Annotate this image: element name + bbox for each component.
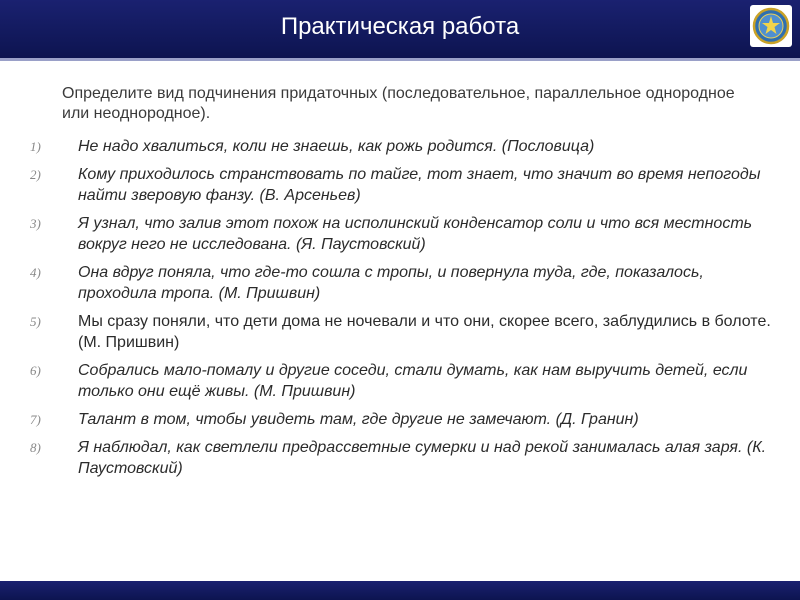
item-text: Она вдруг поняла, что где-то сошла с тропы, и повернула туда, где, показалось, проходила тропа. (М. Пришвин) — [78, 264, 704, 302]
item-number: 1) — [30, 139, 41, 154]
list-item — [30, 409, 780, 430]
emblem-graphic — [750, 5, 792, 47]
item-text: Мы сразу поняли, что дети дома не ночевали и что они, скорее всего, заблудились в болоте. (М. Пришвин) — [78, 313, 771, 351]
slide-title: Практическая работа — [280, 13, 520, 40]
list-item — [30, 437, 780, 479]
item-text: Я узнал, что залив этот похож на исполинский конденсатор соли и что вся местность вокруг него не исследована. (Я. Паустовский) — [78, 215, 753, 253]
item-number: 7) — [30, 412, 41, 427]
list-item — [30, 213, 780, 255]
item-number: 8) — [30, 440, 41, 455]
footer-bar — [0, 581, 800, 600]
emblem-icon — [750, 5, 792, 47]
item-text: Не надо хвалиться, коли не знаешь, как рожь родится. (Пословица) — [78, 138, 595, 155]
task-instruction-text: Определите вид подчинения придаточных (последовательное, параллельное однородное или неоднородное). — [62, 85, 735, 122]
sentence-list — [30, 136, 780, 486]
item-text: Собрались мало-помалу и другие соседи, стали думать, как нам выручить детей, если только они ещё живы. (М. Пришвин) — [78, 362, 748, 400]
item-text: Кому приходилось странствовать по тайге, тот знает, что значит во время непогоды найти зверовую фанзу. (В. Арсеньев) — [78, 166, 761, 204]
list-item — [30, 311, 780, 353]
item-number: 6) — [30, 363, 41, 378]
list-item — [30, 164, 780, 206]
header-bar — [0, 0, 800, 61]
item-text: Я наблюдал, как светлели предрассветные сумерки и над рекой занималась алая заря. (К. Паустовский) — [78, 439, 767, 477]
item-number: 5) — [30, 314, 41, 329]
item-text: Талант в том, чтобы увидеть там, где другие не замечают. (Д. Гранин) — [78, 411, 639, 428]
list-item — [30, 262, 780, 304]
list-item — [30, 136, 780, 157]
task-instruction — [36, 84, 762, 124]
item-number: 3) — [30, 216, 41, 231]
item-number: 4) — [30, 265, 41, 280]
list-item — [30, 360, 780, 402]
item-number: 2) — [30, 167, 41, 182]
